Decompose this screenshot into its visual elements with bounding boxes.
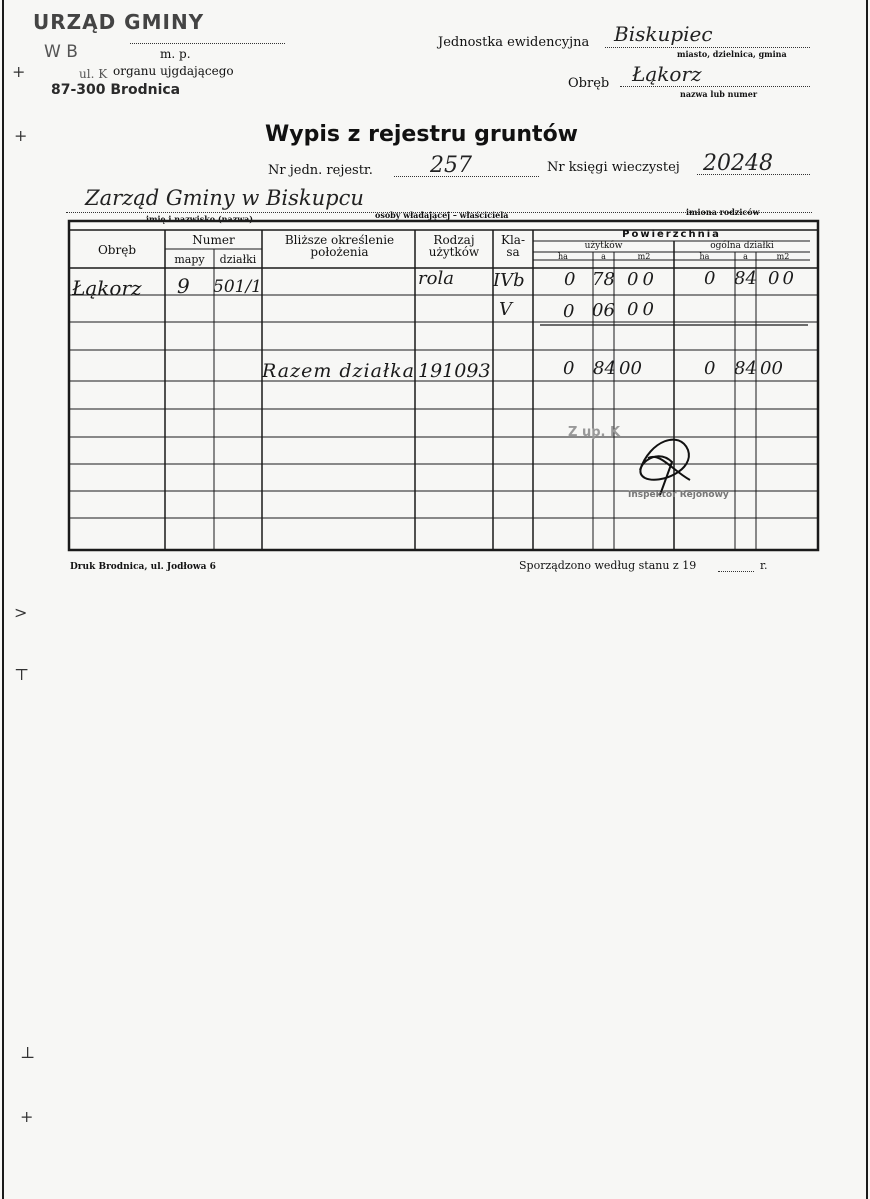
row1-oha: 0 [704, 268, 716, 289]
stamp-street: ul. K [79, 67, 108, 81]
header-blizsze: Bliższe określenie położenia [284, 233, 395, 259]
row3-rodzaj: 191093 [418, 360, 491, 382]
row2-a: 06 [592, 300, 615, 321]
owner-parents-caption: imiona rodziców [686, 207, 760, 217]
header-a: a [601, 252, 606, 261]
header-klasa: Kla- sa [500, 233, 525, 259]
row2-m2: 00 [627, 299, 658, 320]
margin-mark: > [14, 603, 28, 622]
row1-obreb: Łąkorz [72, 276, 142, 300]
signature-mark [640, 440, 690, 495]
footer-printer: Druk Brodnica, ul. Jodłowa 6 [70, 562, 216, 572]
header-powierzchnia: Powierzchnia [622, 229, 721, 240]
header-rodzaj: Rodzaj użytków [428, 233, 480, 259]
book-label: Nr księgi wieczystej [547, 160, 680, 175]
precinct-value: Łąkorz [632, 62, 702, 86]
row1-mapy: 9 [177, 274, 190, 298]
row1-ha: 0 [564, 269, 576, 290]
footer-state-suffix: r. [760, 559, 768, 572]
row1-a: 78 [592, 269, 615, 290]
header-numer: Numer [192, 233, 235, 247]
owner-owner-caption: osoby władającej – właściciela [375, 210, 509, 220]
row3-blizsze: Razem działka [262, 360, 415, 382]
header-m2-2: m2 [776, 252, 790, 261]
header-ha: ha [558, 252, 568, 261]
row1-rodzaj: rola [418, 268, 454, 289]
header-uzytkow: użytków [584, 241, 623, 251]
stamp-city: 87-300 Brodnica [51, 82, 181, 98]
unit-no-label: Nr jedn. rejestr. [268, 163, 373, 178]
unit-value: Biskupiec [614, 22, 713, 46]
row3-om2: 00 [760, 358, 783, 379]
unit-label: Jednostka ewidencyjna [438, 35, 590, 50]
margin-mark: + [14, 126, 28, 145]
header-obreb: Obręb [97, 243, 137, 257]
row3-oha: 0 [704, 358, 716, 379]
unit-no-value: 257 [430, 153, 472, 178]
header-ogolna: ogólna działki [710, 241, 774, 251]
stamp-office-line2: W B [44, 42, 78, 62]
row1-klasa: IVb [493, 270, 525, 291]
row1-m2: 00 [627, 269, 658, 290]
book-value: 20248 [703, 151, 773, 176]
row1-om2: 00 [768, 268, 797, 289]
row3-m2: 00 [619, 358, 642, 379]
header-ha2: ha [699, 252, 710, 261]
header-a2: a [743, 252, 748, 261]
row3-ha: 0 [563, 358, 575, 379]
header-mapy: mapy [174, 253, 205, 266]
unit-caption: miasto, dzielnica, gmina [677, 49, 787, 59]
header-m2: m2 [637, 252, 651, 261]
owner-name-caption: imię i nazwisko (nazwa) [146, 214, 254, 224]
row2-ha: 0 [563, 301, 575, 322]
margin-mark: ⊤ [14, 665, 30, 684]
precinct-label: Obręb [568, 76, 610, 91]
stamp-mp: m. p. [160, 47, 191, 61]
owner-value: Zarząd Gminy w Biskupcu [85, 186, 364, 210]
precinct-caption: nazwa lub numer [680, 89, 758, 99]
footer-state-line [718, 571, 754, 572]
row1-oa: 84 [734, 268, 757, 289]
signature-stamp-line1: Z up. K [568, 425, 621, 440]
stamp-office-line1: URZĄD GMINY [33, 10, 205, 34]
margin-mark: + [20, 1107, 34, 1126]
row3-a: 84 [593, 358, 616, 379]
signature-stamp-line2: Inspektor Rejonowy [628, 490, 729, 500]
header-dzialki: działki [219, 253, 257, 266]
footer-state: Sporządzono według stanu z 19 [519, 559, 697, 572]
margin-mark: + [12, 62, 26, 81]
page-title: Wypis z rejestru gruntów [265, 122, 579, 147]
stamp-organ-label: organu ujgdającego [113, 64, 234, 78]
row1-dzialki: 501/1 [213, 277, 262, 297]
row3-oa: 84 [734, 358, 757, 379]
row2-klasa: V [499, 299, 512, 320]
margin-mark: ⊥ [20, 1043, 36, 1062]
